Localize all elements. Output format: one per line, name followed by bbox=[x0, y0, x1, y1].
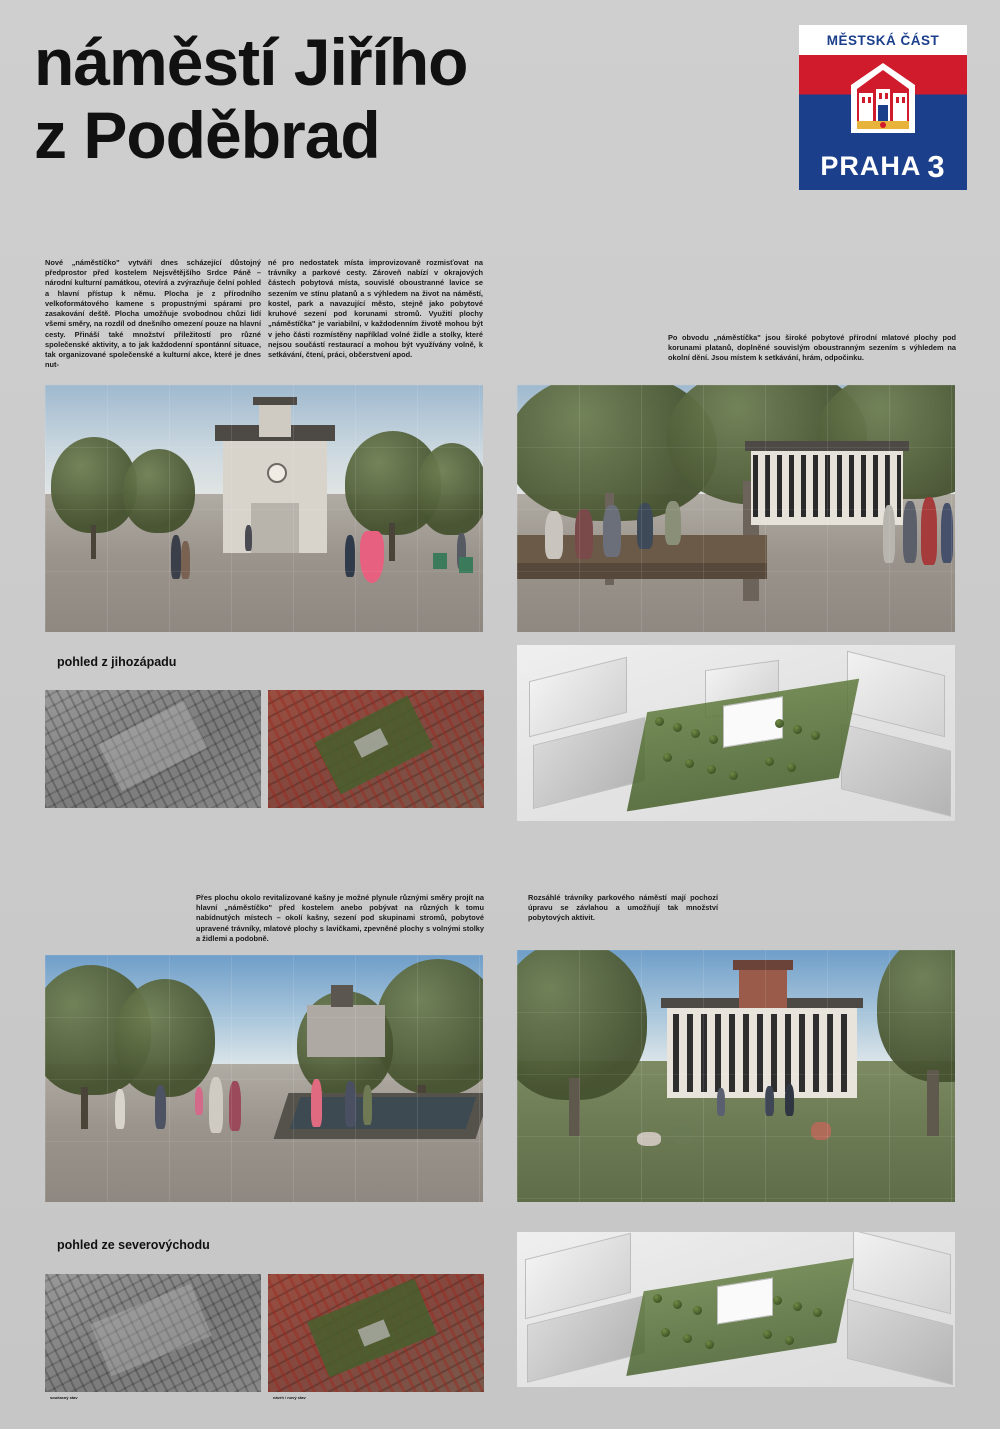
mini-caption-bw-2: současný stav bbox=[50, 1395, 78, 1400]
caption-view-southwest: pohled z jihozápadu bbox=[57, 655, 177, 669]
render-plane-trees-seating bbox=[517, 385, 955, 632]
title-line-1: náměstí Jiřího bbox=[34, 25, 468, 99]
render-lawns-church bbox=[517, 950, 955, 1202]
text-column-5: Rozsáhlé trávníky parkového náměstí mají pochozí úpravu se závlahou a umožňují tak množství pobytových aktivit. bbox=[528, 893, 718, 923]
logo-crest-band bbox=[799, 55, 967, 143]
logo-municipality-label: MĚSTSKÁ ČÁST bbox=[799, 25, 967, 55]
massing-model-axonometry-2 bbox=[517, 1232, 955, 1387]
text-column-2: né pro nedostatek místa improvizovaně rozmisťovat na trávníky a parkové cesty. Zároveň nabízí v okrajových částech pobytová místa, souvislé oboustranné lavice se sezením ve stínu platanů a s výhledem na život na náměstí, kostel, park a navazující město, stejně jako pobytové kruhové sezení pod korunami stromů. Využití plochy „náměstíčka" je variabilní, v každodenním životě mohou být v jeho části rozmístěny například volné židle a stolky, které nejsou součástí restaurací a mohou být využívány volně, k setkávání, čtení, práci, občerstvení apod. bbox=[268, 258, 483, 359]
aerial-photo-bw-existing-1 bbox=[45, 690, 261, 808]
aerial-photo-bw-existing-2 bbox=[45, 1274, 261, 1392]
text-column-1: Nové „náměstíčko" vytváří dnes scházející důstojný předprostor před kostelem Nejsvětějšího Srdce Páně – národní kulturní památkou, otevírá a zvýrazňuje čelní pohled a hlavní přístup k němu. Plocha je z přírodního velkoformátového kamene s propustnými spárami pro zasakování deště. Plocha umožňuje svobodnou chůzi lidí všemi směry, na rozdíl od dnešního omezení pouze na hlavní cesty. Přináší také množství příležitostí pro různé společenské aktivity, a to jak každodenní spontánní situace, tak organizované společenské a kulturní akce, které je dnes nut- bbox=[45, 258, 261, 370]
mini-caption-color-2: návrh / nový stav bbox=[273, 1395, 306, 1400]
logo-district-number: 3 bbox=[927, 148, 946, 184]
render-fountain-area bbox=[45, 955, 483, 1202]
logo-city-text: PRAHA bbox=[820, 151, 922, 181]
text-column-3: Po obvodu „náměstíčka" jsou široké pobytové přírodní mlatové plochy pod korunami platanů, doplněné souvislým oboustranným sezením s výhledem na okolní dění. Jsou místem k setkávání, hrám, odpočinku. bbox=[668, 333, 956, 363]
logo-city-label bbox=[799, 143, 967, 190]
caption-view-northeast: pohled ze severovýchodu bbox=[57, 1238, 210, 1252]
title-line-2: z Poděbrad bbox=[34, 97, 380, 172]
massing-model-axonometry-1 bbox=[517, 645, 955, 821]
praha3-logo bbox=[799, 25, 967, 190]
text-column-4: Přes plochu okolo revitalizované kašny je možné plynule různými směry projít na hlavní „náměstíčko" před kostelem anebo pobývat na různých k tomu nabídnutých místech – okolí kašny, sezení pod skupinami stromů, pobytové upravené trávníky, mlatové plochy s lavičkami, zpevněné plochy s volnými stolky a židlemi a podobně. bbox=[196, 893, 484, 943]
coat-of-arms-icon bbox=[845, 59, 921, 139]
render-square-southwest bbox=[45, 385, 483, 632]
page-title bbox=[34, 26, 754, 171]
aerial-photo-color-1 bbox=[268, 690, 484, 808]
aerial-photo-color-2 bbox=[268, 1274, 484, 1392]
